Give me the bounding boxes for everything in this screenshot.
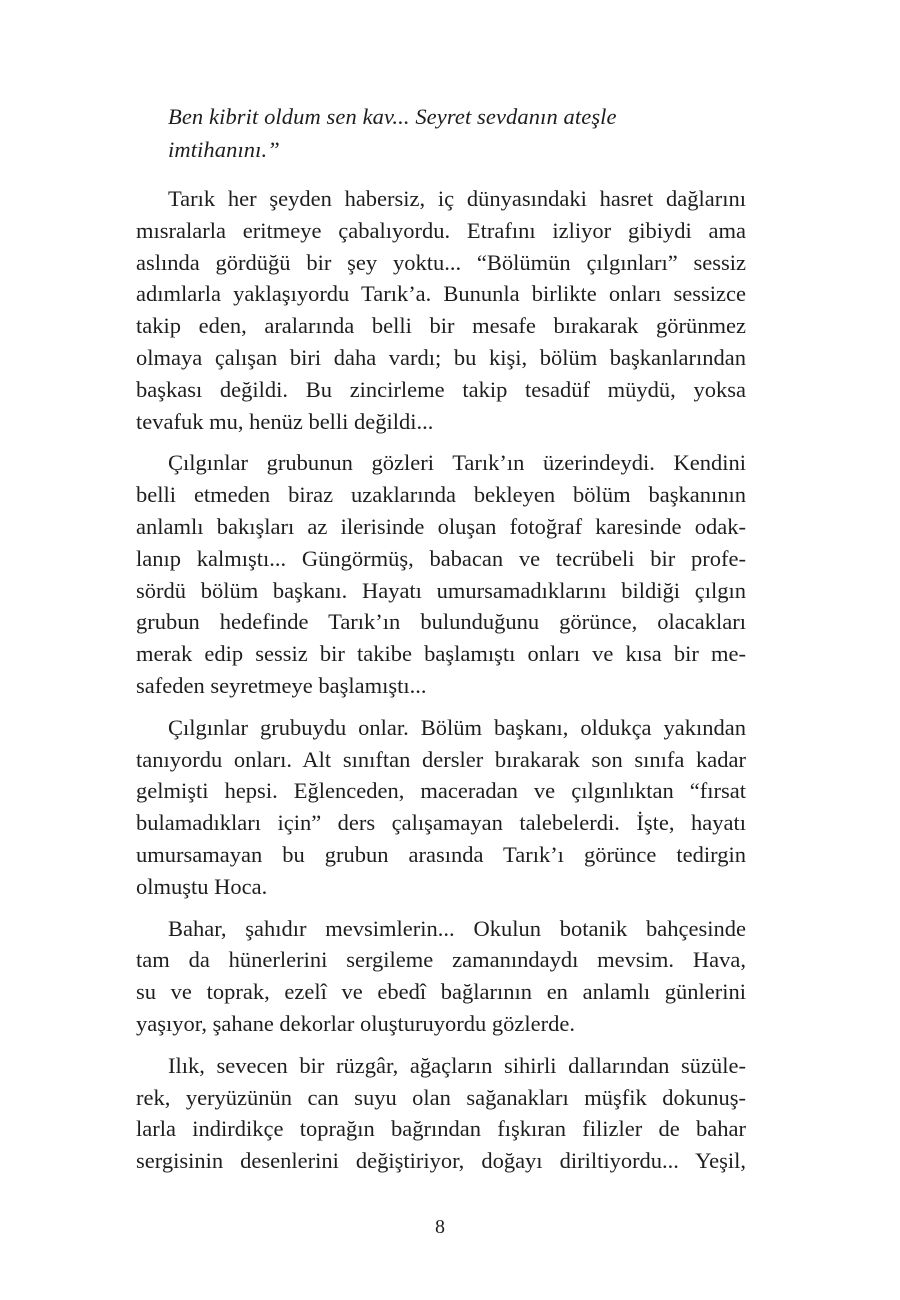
text-line: olmuştu Hoca. — [136, 873, 268, 899]
text-line: larla indirdikçe toprağın bağrından fışkıran filizler de bahar — [136, 1116, 746, 1142]
text-line: bulamadıkları için” ders çalışamayan talebelerdi. İşte, hayatı — [136, 810, 746, 836]
text-line: rek, yeryüzünün can suyu olan sağanakları müşfik dokunuş- — [136, 1084, 746, 1110]
body-text — [136, 183, 746, 1187]
text-line: safeden seyretmeye başlamıştı... — [136, 672, 427, 698]
text-line: mısralarla eritmeye çabalıyordu. Etrafını izliyor gibiydi ama — [136, 217, 746, 243]
text-line: tanıyordu onları. Alt sınıftan dersler bırakarak son sınıfa kadar — [136, 746, 746, 772]
text-line: olmaya çalışan biri daha vardı; bu kişi, bölüm başkanlarından — [136, 344, 746, 370]
text-line: merak edip sessiz bir takibe başlamıştı onları ve kısa bir me- — [136, 641, 746, 667]
paragraph — [136, 712, 746, 903]
text-line: anlamlı bakışları az ilerisinde oluşan fotoğraf karesinde odak- — [136, 513, 746, 539]
text-line: su ve toprak, ezelî ve ebedî bağlarının en anlamlı günlerini — [136, 979, 746, 1005]
text-line: Çılgınlar grubuydu onlar. Bölüm başkanı, oldukça yakından — [168, 714, 746, 740]
paragraph — [136, 447, 746, 701]
text-line: adımlarla yaklaşıyordu Tarık’a. Bununla birlikte onları sessizce — [136, 281, 746, 307]
text-line: sergisinin desenlerini değiştiriyor, doğayı diriltiyordu... Yeşil, — [136, 1148, 746, 1174]
text-line: sördü bölüm başkanı. Hayatı umursamadıklarını bildiği çılgın — [136, 577, 746, 603]
text-line: başkası değildi. Bu zincirleme takip tesadüf müydü, yoksa — [136, 376, 746, 402]
text-line: gelmişti hepsi. Eğlenceden, maceradan ve çılgınlıktan “fırsat — [136, 778, 746, 804]
poem-line: Ben kibrit oldum sen kav... Seyret sevdanın ateşle — [168, 104, 617, 129]
text-line: belli etmeden biraz uzaklarında bekleyen bölüm başkanının — [136, 482, 746, 508]
poem-line: imtihanını.” — [168, 137, 280, 162]
paragraph — [136, 183, 746, 437]
text-line: grubun hedefinde Tarık’ın bulunduğunu görünce, olacakları — [136, 609, 746, 635]
page-number: 8 — [435, 1216, 445, 1238]
poem-quote — [168, 100, 768, 166]
text-line: Çılgınlar grubunun gözleri Tarık’ın üzerindeydi. Kendini — [168, 450, 746, 476]
text-line: aslında gördüğü bir şey yoktu... “Bölümün çılgınları” sessiz — [136, 249, 746, 275]
text-line: lanıp kalmıştı... Güngörmüş, babacan ve tecrübeli bir profe- — [136, 545, 746, 571]
text-line: takip eden, aralarında belli bir mesafe bırakarak görünmez — [136, 313, 746, 339]
text-line: Ilık, sevecen bir rüzgâr, ağaçların sihirli dallarından süzüle- — [168, 1052, 746, 1078]
paragraph — [136, 1050, 746, 1177]
paragraph — [136, 913, 746, 1040]
text-line: tam da hünerlerini sergileme zamanındaydı mevsim. Hava, — [136, 947, 746, 973]
text-line: umursamayan bu grubun arasında Tarık’ı görünce tedirgin — [136, 841, 746, 867]
text-line: yaşıyor, şahane dekorlar oluşturuyordu gözlerde. — [136, 1010, 575, 1036]
text-line: Bahar, şahıdır mevsimlerin... Okulun botanik bahçesinde — [168, 915, 746, 941]
text-line: Tarık her şeyden habersiz, iç dünyasındaki hasret dağlarını — [168, 186, 746, 211]
text-line: tevafuk mu, henüz belli değildi... — [136, 408, 434, 434]
